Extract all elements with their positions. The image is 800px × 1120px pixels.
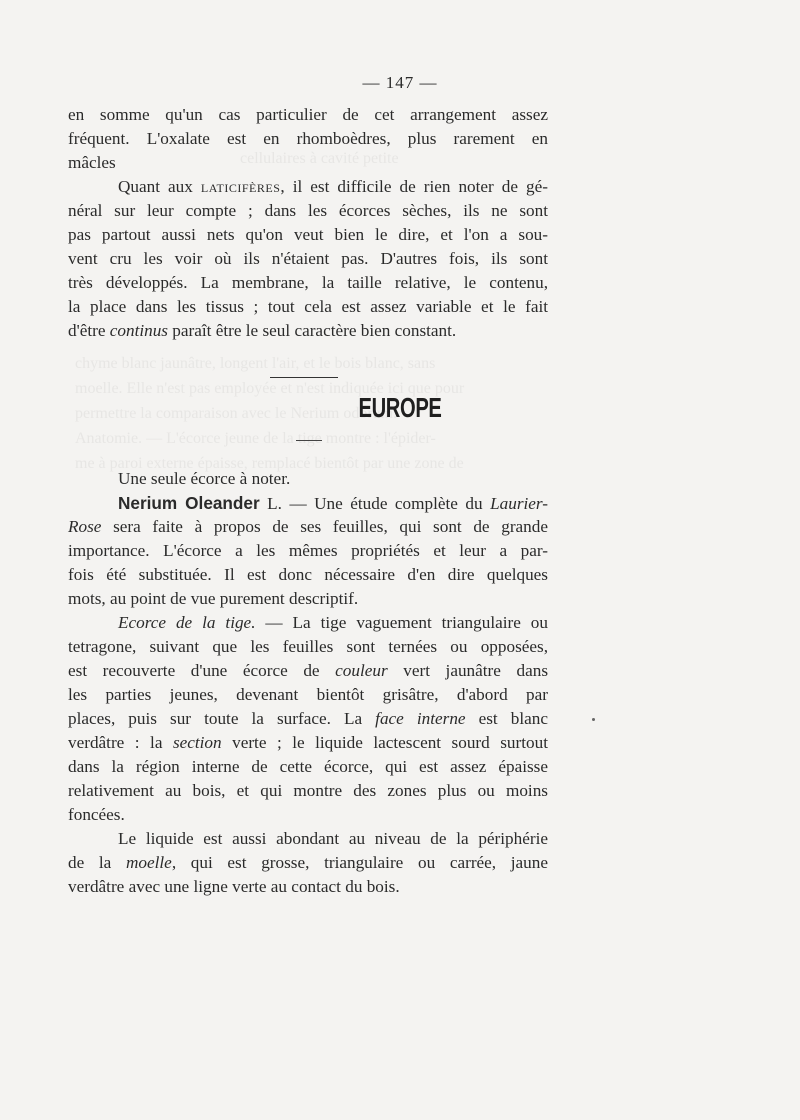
section-body (68, 467, 548, 899)
text-line: importance. L'écorce a les mêmes propriétés et leur a par- (68, 541, 548, 560)
show-through-text: Anatomie. — L'écorce jeune de la tige montre : l'épider- (75, 430, 436, 447)
show-through-text: me à paroi externe épaisse, remplacé bientôt par une zone de (75, 455, 464, 472)
text-line: Ecorce de la tige. — La tige vaguement triangulaire ou (118, 613, 548, 632)
text-line: les parties jeunes, devenant bientôt grisâtre, d'abord par (68, 685, 548, 704)
show-through-text: cellulaires à cavité petite (240, 150, 399, 167)
text-line: Nerium Oleander L. — Une étude complète du Laurier- (118, 493, 548, 513)
text-line: mots, au point de vue purement descriptif. (68, 589, 359, 608)
text-line: Rose sera faite à propos de ses feuilles, qui sont de grande (68, 517, 548, 536)
text-line: foncées. (68, 805, 125, 824)
text-line: dans la région interne de cette écorce, qui est assez épaisse (68, 757, 548, 776)
text-line: la place dans les tissus ; tout cela est assez variable et le fait (68, 297, 548, 316)
show-through-text: chyme blanc jaunâtre, longent l'air, et le bois blanc, sans (75, 355, 436, 372)
text-line: néral sur leur compte ; dans les écorces sèches, ils ne sont (68, 201, 548, 220)
subsection-label: Ecorce de la tige. (118, 613, 256, 632)
text-line: verdâtre : la section verte ; le liquide lactescent sourd surtout (68, 733, 548, 752)
text-line: mâcles (68, 153, 116, 172)
text-line: est recouverte d'une écorce de couleur vert jaunâtre dans (68, 661, 549, 680)
text-line: Le liquide est aussi abondant au niveau de la périphérie (118, 829, 548, 848)
italic-term: continus (109, 321, 168, 340)
species-name: Nerium Oleander (118, 493, 260, 513)
section-divider (270, 377, 338, 378)
text-line: tetragone, suivant que les feuilles sont ternées ou opposées, (68, 637, 548, 656)
text-line: très développés. La membrane, la taille relative, le contenu, (68, 273, 548, 292)
text-line: fréquent. L'oxalate est en rhomboèdres, plus rarement en (68, 129, 548, 148)
text-line: relativement au bois, et qui montre des zones plus ou moins (68, 781, 548, 800)
text-line: de la moelle, qui est grosse, triangulaire ou carrée, jaune (68, 853, 548, 872)
page-number: — 147 — (362, 73, 438, 92)
text-line: vent cru les voir où ils n'étaient pas. D'autres fois, ils sont (68, 249, 548, 268)
paragraph-continuation (68, 103, 548, 343)
text-line: places, puis sur toute la surface. La face interne est blanc (68, 709, 548, 728)
show-through-text: moelle. Elle n'est pas employée et n'est indiquée ici que pour (75, 380, 465, 397)
text-line: verdâtre avec une ligne verte au contact du bois. (68, 877, 400, 896)
show-through-text: permettre la comparaison avec le Nerium odorum. (75, 405, 398, 422)
section-heading: EUROPE (358, 392, 442, 423)
text-line: pas partout aussi nets qu'on veut bien le dire, et l'on a sou- (68, 225, 548, 244)
text-line: fois été substituée. Il est donc nécessaire d'en dire quelques (68, 565, 548, 584)
heading-underline (296, 440, 322, 441)
intro-line: Une seule écorce à noter. (118, 469, 291, 488)
text-line: en somme qu'un cas particulier de cet arrangement assez (68, 105, 548, 124)
term-laticiferes: laticifères (200, 177, 281, 196)
text-line: Quant aux laticifères, il est difficile de rien noter de gé- (118, 177, 548, 196)
ink-speck (592, 718, 595, 721)
text-line: d'être continus paraît être le seul caractère bien constant. (68, 321, 457, 340)
